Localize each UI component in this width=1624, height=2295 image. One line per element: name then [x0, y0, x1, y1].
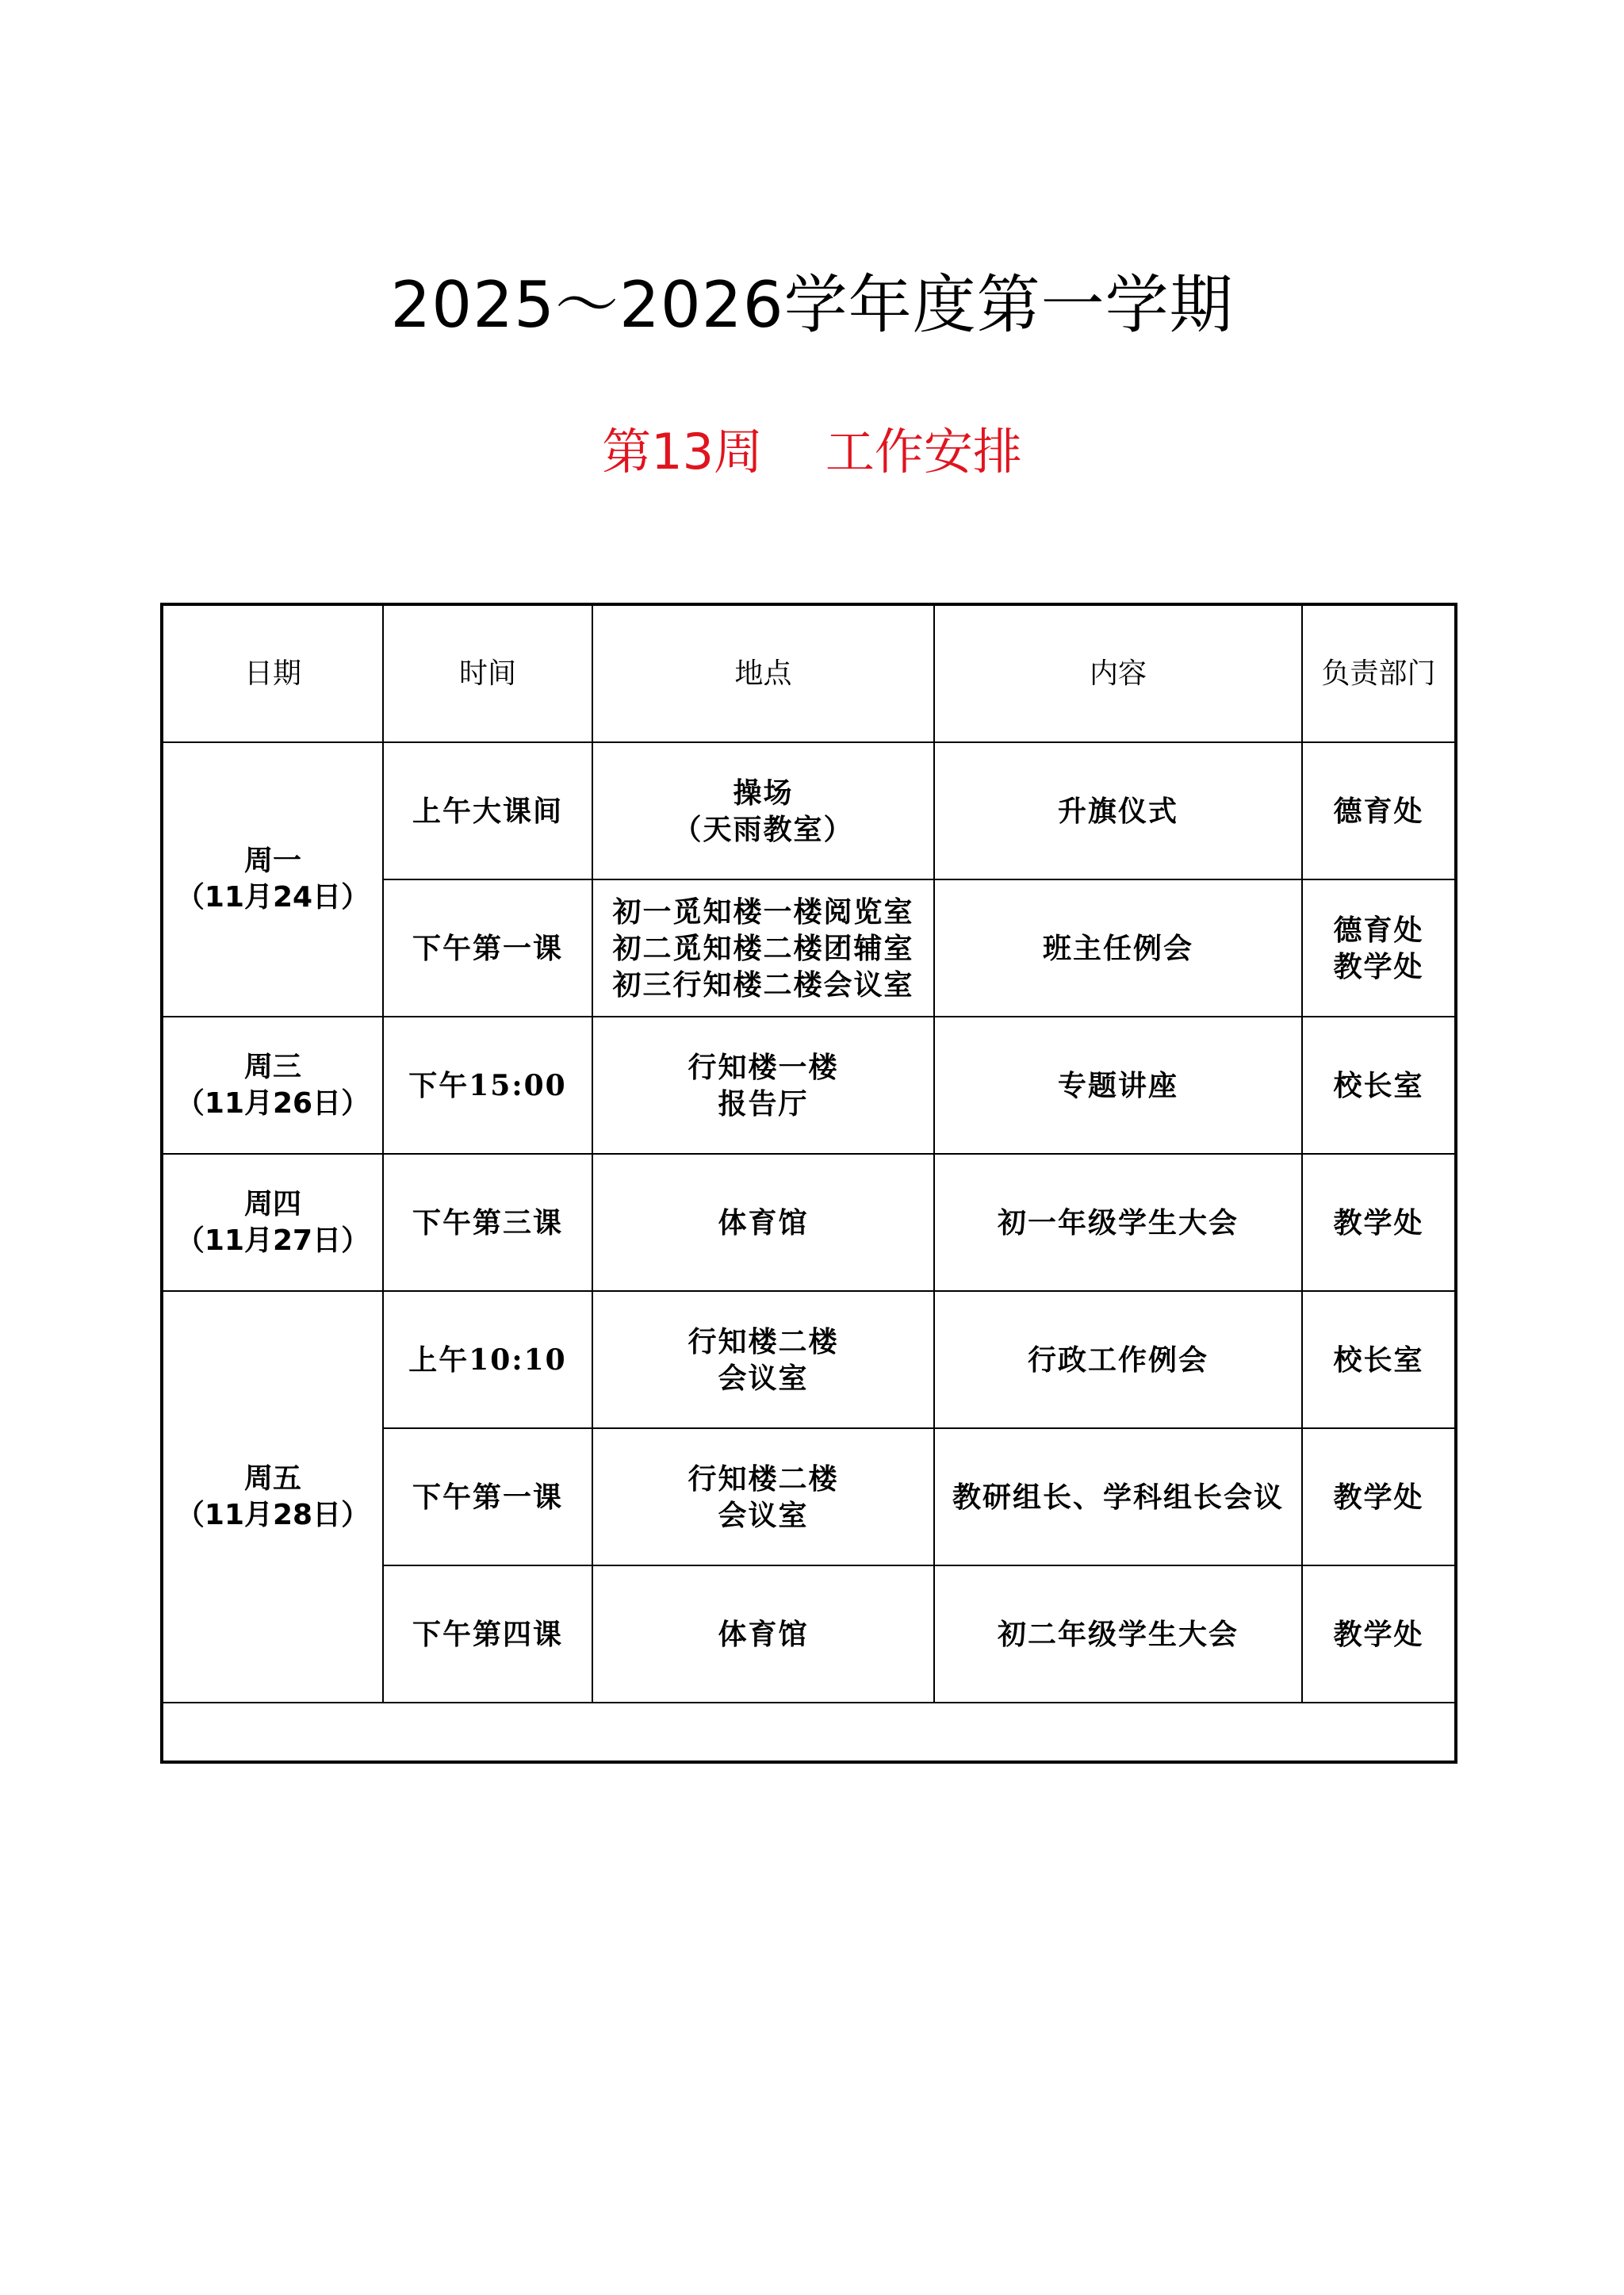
- header-time: 时间: [383, 604, 592, 742]
- content-cell: 初二年级学生大会: [934, 1565, 1302, 1703]
- table-row: [162, 742, 1456, 879]
- day-name: 周一: [243, 845, 301, 877]
- place-line: 行知楼二楼: [688, 1324, 839, 1358]
- dept-cell: [1302, 1565, 1456, 1703]
- place-cell: [592, 1017, 934, 1154]
- content-cell: 行政工作例会: [934, 1291, 1302, 1428]
- table-row: [162, 1154, 1456, 1291]
- content-cell: 班主任例会: [934, 879, 1302, 1017]
- place-cell: [592, 742, 934, 879]
- place-cell: [592, 1154, 934, 1291]
- day-name: 周三: [243, 1050, 301, 1083]
- time-cell: 下午第三课: [383, 1154, 592, 1291]
- place-cell: [592, 1428, 934, 1565]
- place-line: 行知楼二楼: [688, 1462, 839, 1496]
- dept-line: 教学处: [1333, 1617, 1424, 1651]
- dept-line: 德育处: [1333, 794, 1424, 828]
- place-cell: [592, 1565, 934, 1703]
- day-date: （11月28日）: [175, 1498, 370, 1531]
- content-cell: 初一年级学生大会: [934, 1154, 1302, 1291]
- header-dept: 负责部门: [1302, 604, 1456, 742]
- place-line: 初二觅知楼二楼团辅室: [612, 931, 914, 965]
- place-line: 体育馆: [718, 1617, 809, 1651]
- place-line: 体育馆: [718, 1205, 809, 1239]
- dept-cell: [1302, 1291, 1456, 1428]
- time-cell: 下午15:00: [383, 1017, 592, 1154]
- content-cell: 教研组长、学科组长会议: [934, 1428, 1302, 1565]
- dept-line: 校长室: [1333, 1068, 1424, 1102]
- dept-line: 教学处: [1333, 949, 1424, 983]
- table-row: [162, 1017, 1456, 1154]
- place-line: 操场: [733, 776, 794, 810]
- place-line: 报告厅: [718, 1086, 809, 1121]
- table-row: [162, 1291, 1456, 1428]
- day-date: （11月26日）: [175, 1086, 370, 1120]
- dept-cell: [1302, 1154, 1456, 1291]
- day-cell: [162, 742, 383, 1017]
- content-cell: 专题讲座: [934, 1017, 1302, 1154]
- dept-line: 校长室: [1333, 1343, 1424, 1377]
- dept-cell: [1302, 879, 1456, 1017]
- place-line: 初一觅知楼一楼阅览室: [612, 895, 914, 929]
- place-cell: [592, 879, 934, 1017]
- week-subtitle: 第13周 工作安排: [602, 423, 1022, 481]
- content-cell: 升旗仪式: [934, 742, 1302, 879]
- dept-line: 德育处: [1333, 913, 1424, 947]
- day-name: 周五: [243, 1462, 301, 1495]
- place-line: 会议室: [718, 1498, 809, 1532]
- day-cell: [162, 1291, 383, 1703]
- time-cell: 下午第四课: [383, 1565, 592, 1703]
- dept-cell: [1302, 1428, 1456, 1565]
- time-cell: 上午10:10: [383, 1291, 592, 1428]
- dept-cell: [1302, 742, 1456, 879]
- time-cell: 上午大课间: [383, 742, 592, 879]
- day-cell: [162, 1154, 383, 1291]
- header-date: 日期: [162, 604, 383, 742]
- schedule-table: [160, 603, 1457, 1764]
- place-cell: [592, 1291, 934, 1428]
- place-line: 行知楼一楼: [688, 1050, 839, 1084]
- place-line: 初三行知楼二楼会议室: [612, 967, 914, 1002]
- header-content: 内容: [934, 604, 1302, 742]
- header-place: 地点: [592, 604, 934, 742]
- place-line: 会议室: [718, 1361, 809, 1395]
- dept-line: 教学处: [1333, 1480, 1424, 1514]
- day-cell: [162, 1017, 383, 1154]
- empty-footer-row: [162, 1703, 1456, 1762]
- time-cell: 下午第一课: [383, 879, 592, 1017]
- day-date: （11月27日）: [175, 1224, 370, 1257]
- place-line: （天雨教室）: [672, 812, 854, 846]
- dept-cell: [1302, 1017, 1456, 1154]
- header-row: [162, 604, 1456, 742]
- dept-line: 教学处: [1333, 1205, 1424, 1239]
- empty-cell: [162, 1703, 1456, 1762]
- document-title: 2025～2026学年度第一学期: [390, 268, 1234, 342]
- day-name: 周四: [243, 1187, 301, 1220]
- day-date: （11月24日）: [175, 881, 370, 914]
- time-cell: 下午第一课: [383, 1428, 592, 1565]
